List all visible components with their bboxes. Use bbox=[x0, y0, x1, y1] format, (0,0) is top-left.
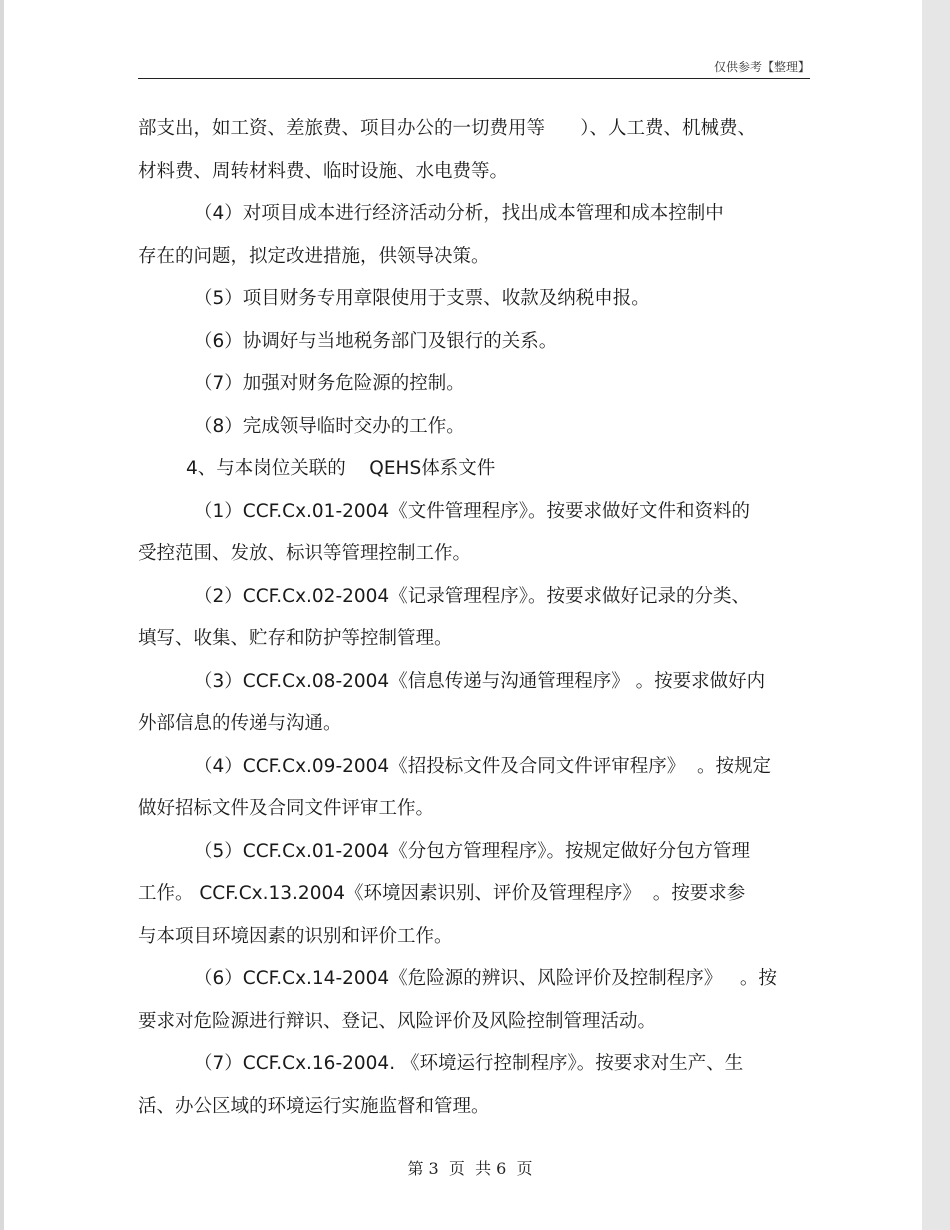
body-text bbox=[138, 108, 814, 1128]
paragraph-line: （6）协调好与当地税务部门及银行的关系。 bbox=[194, 330, 558, 352]
paragraph-line: （5）CCF.Cx.01-2004《分包方管理程序》。按规定做好分包方管理 bbox=[194, 840, 750, 862]
paragraph-line: 活、办公区域的环境运行实施监督和管理。 bbox=[138, 1095, 490, 1117]
paragraph-line: 部支出，如工资、差旅费、项目办公的一切费用等 ）、人工费、机械费、 bbox=[138, 118, 757, 139]
paragraph-line: （6）CCF.Cx.14-2004《危险源的辨识、风险评价及控制程序》 。按 bbox=[194, 968, 777, 989]
paragraph-line: 受控范围、发放、标识等管理控制工作。 bbox=[138, 543, 472, 564]
section-heading: 4、与本岗位关联的 QEHS体系文件 bbox=[186, 458, 496, 479]
paragraph-line: 工作。 CCF.Cx.13.2004《环境因素识别、评价及管理程序》 。按要求参 bbox=[138, 883, 746, 904]
paragraph-line: （2）CCF.Cx.02-2004《记录管理程序》。按要求做好记录的分类、 bbox=[194, 585, 750, 607]
page-number-footer: 第 3 页 共 6 页 bbox=[407, 1159, 533, 1178]
paragraph-line: 要求对危险源进行辩识、登记、风险评价及风险控制管理活动。 bbox=[138, 1010, 657, 1032]
paragraph-line: （8）完成领导临时交办的工作。 bbox=[194, 415, 465, 437]
paragraph-line: （5）项目财务专用章限使用于支票、收款及纳税申报。 bbox=[194, 288, 650, 309]
paragraph-line: 存在的问题，拟定改进措施，供领导决策。 bbox=[138, 245, 490, 267]
page-right-edge bbox=[922, 0, 950, 1230]
header-note: 仅供参考【整理】 bbox=[713, 60, 810, 74]
paragraph-line: 材料费、周转材料费、临时设施、水电费等。 bbox=[138, 160, 509, 182]
page-left-edge bbox=[0, 0, 4, 1230]
paragraph-line: 外部信息的传递与沟通。 bbox=[138, 713, 342, 734]
paragraph-line: （7）加强对财务危险源的控制。 bbox=[194, 373, 465, 394]
paragraph-line: （3）CCF.Cx.08-2004《信息传递与沟通管理程序》 。按要求做好内 bbox=[194, 670, 766, 692]
paragraph-line: （1）CCF.Cx.01-2004《文件管理程序》。按要求做好文件和资料的 bbox=[194, 500, 750, 522]
paragraph-line: （7）CCF.Cx.16-2004. 《环境运行控制程序》。按要求对生产、生 bbox=[194, 1053, 744, 1074]
paragraph-line: 填写、收集、贮存和防护等控制管理。 bbox=[138, 628, 453, 649]
paragraph-line: （4）CCF.Cx.09-2004《招投标文件及合同文件评审程序》 。按规定 bbox=[194, 755, 771, 777]
header-rule bbox=[138, 78, 810, 79]
paragraph-line: （4）对项目成本进行经济活动分析，找出成本管理和成本控制中 bbox=[194, 203, 724, 224]
paragraph-line: 与本项目环境因素的识别和评价工作。 bbox=[138, 925, 453, 947]
paragraph-line: 做好招标文件及合同文件评审工作。 bbox=[138, 798, 435, 819]
